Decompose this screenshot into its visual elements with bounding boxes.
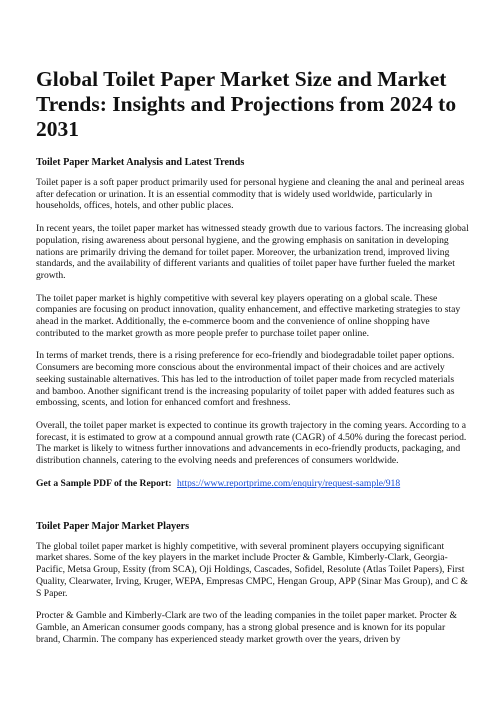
document-page [36, 67, 470, 656]
paragraph-competition: The toilet paper market is highly competitive with several key players operating on a global scale. These companies are focusing on product innovation, quality enhancement, and effective marketing strategies to stay ahead in the market. Additionally, the e-commerce boom and the convenience of online shopping have contributed to the market growth as more people prefer to purchase toilet paper online. [36, 292, 461, 339]
sample-pdf-line [36, 478, 470, 490]
paragraph-forecast: Overall, the toilet paper market is expected to continue its growth trajectory in the coming years. According to a forecast, it is estimated to grow at a compound annual growth rate (CAGR) of 4.50% during the forecast period. The market is likely to witness further innovations and advancements in eco-friendly products, packaging, and distribution channels, catering to the evolving needs and preferences of consumers worldwide. [36, 419, 467, 467]
paragraph-growth-factors: In recent years, the toilet paper market has witnessed steady growth due to various factors. The increasing global population, rising awareness about personal hygiene, and the growing emphasis on sanitation in developing nations are primarily driving the demand for toilet paper. Moreover, the urbanization trend, improved living standards, and the availability of different variants and qualities of toilet paper have further fueled the market growth. [36, 223, 469, 281]
paragraph-trends: In terms of market trends, there is a rising preference for eco-friendly and biodegradable toilet paper options. Consumers are becoming more conscious about the environmental impact of their choices and are actively seeking sustainable alternatives. This has led to the introduction of toilet paper made from recycled materials and bamboo. Another significant trend is the increasing popularity of toilet paper with added features such as embossing, scents, and lotion for enhanced comfort and freshness. [36, 350, 455, 409]
sample-pdf-link[interactable]: https://www.reportprime.com/enquiry/request-sample/918 [176, 477, 401, 489]
paragraph-definition: Toilet paper is a soft paper product primarily used for personal hygiene and cleaning the anal and perineal areas after defecation or urination. It is an essential commodity that is widely used worldwide, particularly in households, offices, hotels, and other public places. [36, 177, 465, 212]
section-heading-major-players: Toilet Paper Major Market Players [36, 520, 190, 532]
paragraph-key-players: The global toilet paper market is highly competitive, with several prominent players occupying significant market shares. Some of the key players in the market include Procter & Gamble, Kimberly-Clark, Georgia-Pacific, Metsa Group, Essity (from SCA), Oji Holdings, Cascades, Sofidel, Resolute (Atlas Toilet Papers), First Quality, Clearwater, Irving, Kruger, WEPA, Empresas CMPC, Hengan Group, APP (Sinar Mas Group), and C & S Paper. [36, 540, 468, 599]
sample-pdf-label: Get a Sample PDF of the Report: [36, 477, 172, 489]
paragraph-leading-companies: Procter & Gamble and Kimberly-Clark are two of the leading companies in the toilet paper market. Procter & Gamble, an American consumer goods company, has a strong global presence and is known for its popular brand, Charmin. The company has experienced steady market growth over the years, driven by [36, 610, 457, 645]
page-title: Global Toilet Paper Market Size and Market Trends: Insights and Projections from 2024 to 2031 [36, 67, 457, 141]
section-major-players [36, 520, 470, 646]
section-market-analysis [36, 156, 470, 467]
section-heading-market-analysis: Toilet Paper Market Analysis and Latest Trends [36, 157, 245, 168]
